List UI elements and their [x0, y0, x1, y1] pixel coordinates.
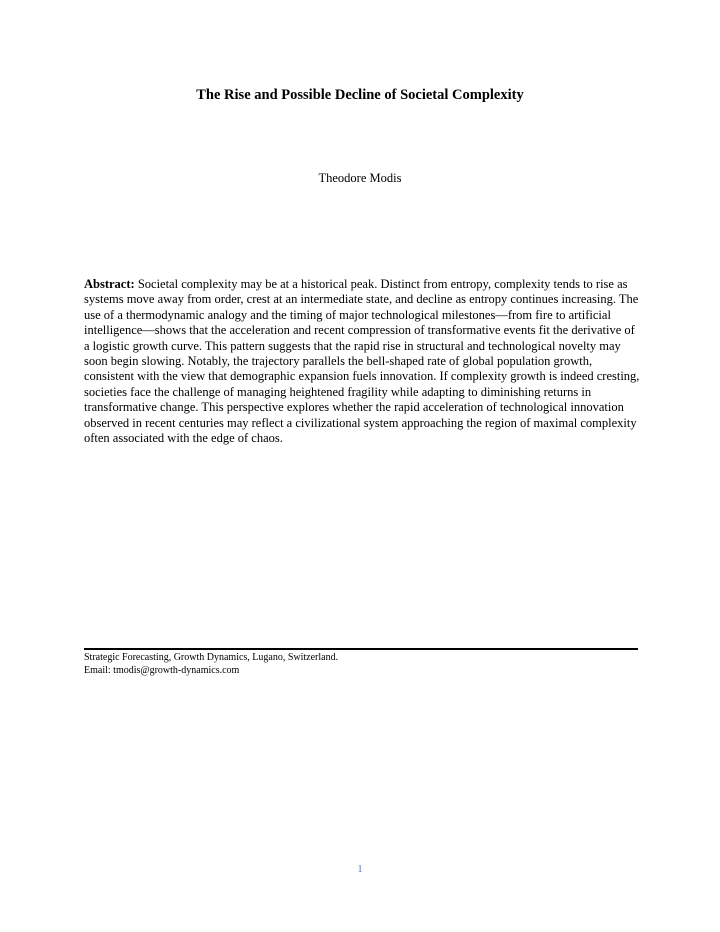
abstract-text: Societal complexity may be at a historical peak. Distinct from entropy, complexity tends to rise as systems move away from order, crest at an intermediate state, and decline as entropy continues increasing. The use of a thermodynamic analogy and the timing of major technological milestones—from fire to artificial intelligence—shows that the acceleration and recent compression of transformative events fit the derivative of a logistic growth curve. This pattern suggests that the rapid rise in structural and technological novelty may soon begin slowing. Notably, the trajectory parallels the bell-shaped rate of global population growth, consistent with the view that demographic expansion fuels innovation. If complexity growth is indeed cresting, societies face the challenge of managing heightened fragility while adapting to diminishing returns in transformative change. This perspective explores whether the rapid acceleration of technological innovation observed in recent centuries may reflect a civilizational system approaching the region of maximal complexity often associated with the edge of chaos. [84, 277, 640, 446]
page-number: 1 [357, 864, 363, 875]
footnote-email: Email: tmodis@growth-dynamics.com [84, 664, 240, 676]
abstract-label: Abstract: [84, 277, 135, 291]
abstract [84, 277, 640, 446]
footnote-affiliation: Strategic Forecasting, Growth Dynamics, Lugano, Switzerland. [84, 652, 339, 663]
paper-title: The Rise and Possible Decline of Societal Complexity [196, 87, 524, 103]
author-name: Theodore Modis [318, 171, 402, 185]
footnote-divider [84, 648, 638, 650]
footnote [84, 652, 638, 677]
